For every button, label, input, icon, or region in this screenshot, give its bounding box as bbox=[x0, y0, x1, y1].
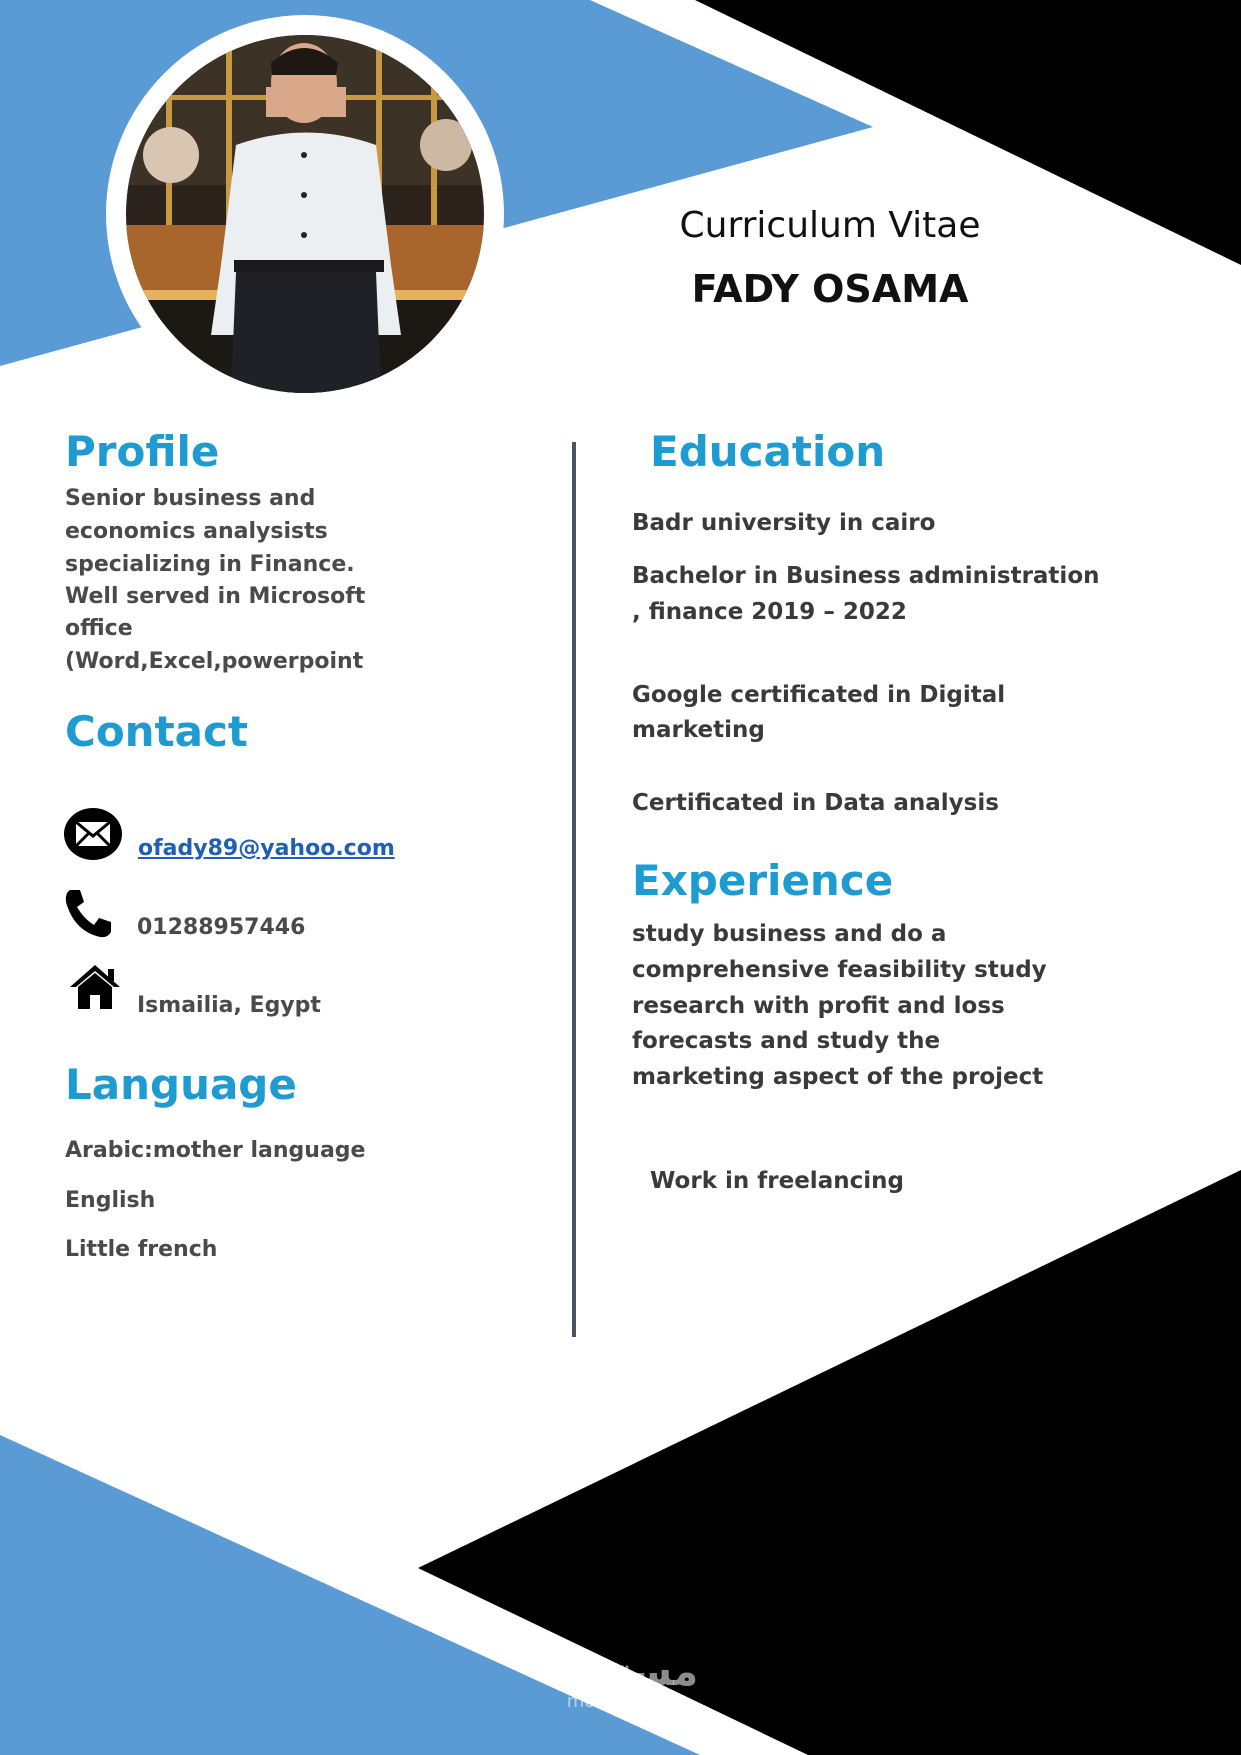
phone-number: 01288957446 bbox=[137, 915, 306, 940]
home-icon bbox=[68, 963, 122, 1015]
experience-line: marketing aspect of the project bbox=[632, 1064, 1044, 1090]
language-item: Arabic:mother language bbox=[65, 1138, 366, 1163]
university: Badr university in cairo bbox=[632, 510, 936, 536]
profile-line: Well served in Microsoft bbox=[65, 584, 366, 609]
profile-line: office bbox=[65, 616, 133, 641]
document-type-heading: Curriculum Vitae bbox=[679, 205, 981, 246]
language-heading: Language bbox=[65, 1060, 297, 1109]
watermark-arabic: مستقل bbox=[551, 1649, 699, 1695]
language-item: English bbox=[65, 1188, 156, 1213]
experience-heading: Experience bbox=[632, 856, 894, 905]
language-item: Little french bbox=[65, 1237, 218, 1262]
candidate-name: FADY OSAMA bbox=[691, 267, 969, 311]
experience-line: research with profit and loss bbox=[632, 993, 1005, 1019]
google-certificate-line: Google certificated in Digital bbox=[632, 682, 1006, 708]
freelance-item: Work in freelancing bbox=[650, 1168, 904, 1194]
profile-line: economics analysists bbox=[65, 519, 328, 544]
watermark-latin: mostaql.com bbox=[566, 1691, 684, 1712]
contact-heading: Contact bbox=[65, 707, 248, 756]
experience-line: study business and do a bbox=[632, 921, 947, 947]
profile-heading: Profile bbox=[65, 427, 220, 476]
profile-line: Senior business and bbox=[65, 486, 316, 511]
profile-line: (Word,Excel,powerpoint bbox=[65, 649, 364, 674]
degree-line: Bachelor in Business administration bbox=[632, 563, 1100, 589]
profile-photo bbox=[126, 35, 484, 393]
phone-icon bbox=[64, 888, 112, 942]
column-divider bbox=[572, 442, 576, 1337]
envelope-icon bbox=[64, 808, 122, 864]
profile-line: specializing in Finance. bbox=[65, 552, 355, 577]
google-certificate-line: marketing bbox=[632, 717, 765, 743]
experience-line: comprehensive feasibility study bbox=[632, 957, 1047, 983]
email-link[interactable]: ofady89@yahoo.com bbox=[138, 836, 395, 861]
degree-line: , finance 2019 – 2022 bbox=[632, 599, 907, 625]
education-heading: Education bbox=[650, 427, 886, 476]
experience-line: forecasts and study the bbox=[632, 1028, 941, 1054]
data-analysis-certificate: Certificated in Data analysis bbox=[632, 790, 999, 816]
address: Ismailia, Egypt bbox=[137, 993, 321, 1018]
watermark bbox=[540, 1649, 710, 1712]
